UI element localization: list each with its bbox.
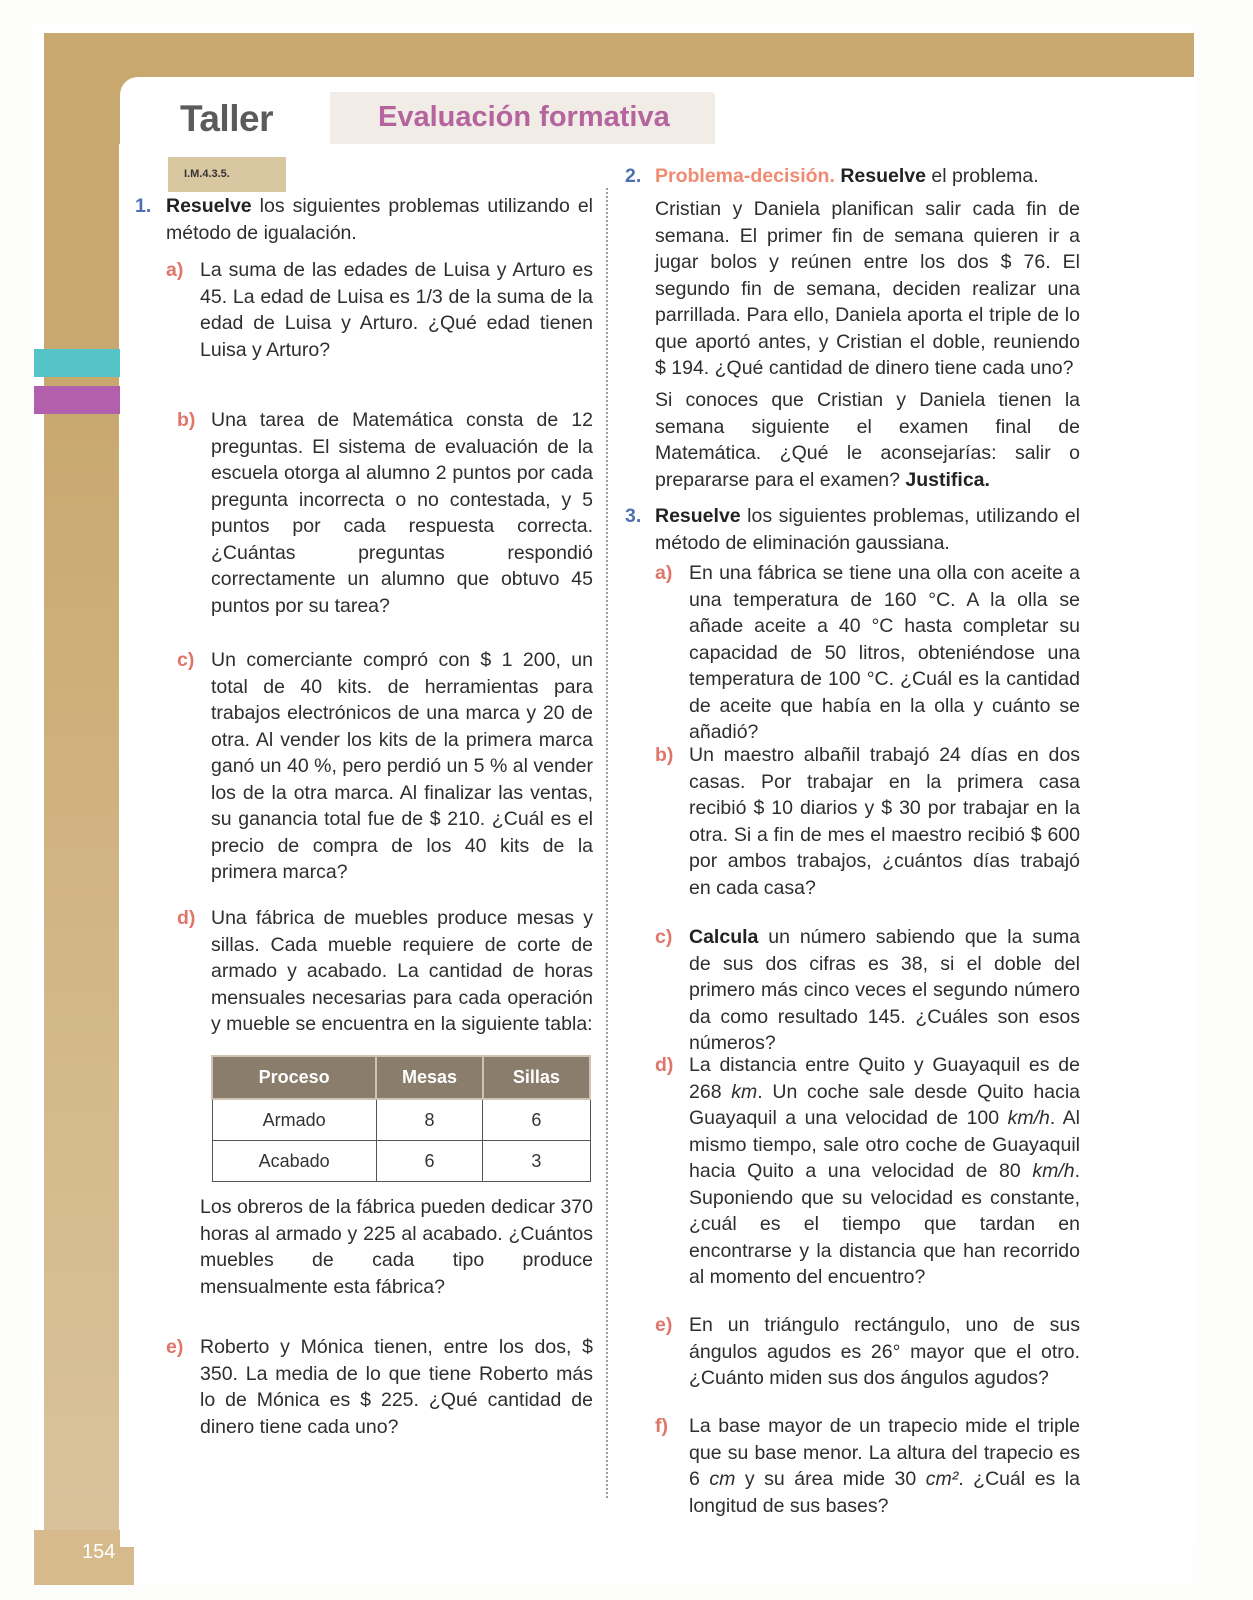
table-cell: Armado <box>212 1099 376 1141</box>
q1-number: 1. <box>135 195 152 217</box>
q1a-text: La suma de las edades de Luisa y Arturo es 45. La edad de Luisa es 1/3 de la suma de la edad de Luisa y Arturo. ¿Qué edad tienen Luisa y Arturo? <box>200 259 593 361</box>
table-row <box>212 1141 590 1182</box>
unit-km: km <box>731 1080 758 1103</box>
q3e-label: e) <box>655 1314 673 1336</box>
q2-number: 2. <box>625 165 642 187</box>
section-title: Taller <box>180 98 273 139</box>
q3f-part: La base mayor de un trapecio mide el triple que su base menor. La altura del trapecio es 6 <box>689 1415 1080 1490</box>
q2-paragraph-1: Cristian y Daniela planifican salir cada fin de semana. El primer fin de semana quieren ir a jugar bolos y reúnen entre los dos $ 76. El segundo fin de semana, deciden realizar una parrillada. Para ello, Daniela aporta el triple de lo que aportó antes, y Cristian el doble, reuniendo $ 194. ¿Qué cantidad de dinero tiene cada uno? <box>655 198 1080 379</box>
q2-lead: Resuelve <box>840 165 926 187</box>
q1-rest: los siguientes problemas utilizando el método de igualación. <box>166 195 593 244</box>
q3a-label: a) <box>655 562 673 584</box>
magenta-marker <box>34 386 122 414</box>
unit-kmh: km/h <box>1032 1160 1075 1182</box>
unit-kmh: km/h <box>1007 1107 1050 1129</box>
q2-question: Si conoces que Cristian y Daniela tienen la semana siguiente el examen final de Matemática. ¿Qué le aconsejarías: salir o prepararse para el examen? <box>655 389 1080 491</box>
table-header: Sillas <box>483 1056 590 1099</box>
q1e-text: Roberto y Mónica tienen, entre los dos, $ 350. La media de lo que tiene Roberto más lo de Mónica es $ 225. ¿Qué cantidad de dinero tiene cada uno? <box>200 1336 593 1438</box>
q3d-part: . Al mismo tiempo, sale otro coche de Guayaquil hacia Quito a una velocidad de 80 <box>689 1107 1080 1182</box>
q2-paragraph-2 <box>655 387 1080 493</box>
q3e-text: En un triángulo rectángulo, uno de sus ángulos agudos es 26° mayor que el otro. ¿Cuánto miden sus dos ángulos agudos? <box>689 1314 1080 1389</box>
q3f-part: . ¿Cuál es la longitud de sus bases? <box>689 1468 1080 1517</box>
table-cell: 6 <box>483 1099 590 1141</box>
q3d-label: d) <box>655 1054 674 1076</box>
section-subtitle: Evaluación formativa <box>378 101 670 133</box>
q3c-rest: un número sabiendo que la suma de sus dos cifras es 38, si el doble del primero más cinco veces el segundo número da como resultado 145. ¿Cuáles son esos números? <box>689 926 1080 1054</box>
q3b-label: b) <box>655 744 674 766</box>
q2-statement <box>655 163 1080 190</box>
q1d-followup: Los obreros de la fábrica pueden dedicar 370 horas al armado y 225 al acabado. ¿Cuántos muebles de cada tipo produce mensualmente esta fábrica? <box>200 1196 593 1298</box>
q1-statement <box>166 193 593 246</box>
q3-statement <box>655 503 1080 556</box>
table-cell: Acabado <box>212 1141 376 1182</box>
q3f-text <box>689 1413 1080 1519</box>
table-header: Mesas <box>376 1056 483 1099</box>
q2-rest: el problema. <box>925 165 1039 187</box>
q1d-text: Una fábrica de muebles produce mesas y sillas. Cada mueble requiere de corte de armado y acabado. La cantidad de horas mensuales necesarias para cada operación y mueble se encuentra en la siguiente tabla: <box>211 907 593 1035</box>
q3c-label: c) <box>655 926 673 948</box>
page-number: 154 <box>82 1541 116 1563</box>
table-header: Proceso <box>212 1056 376 1099</box>
column-divider <box>606 188 608 1498</box>
q1c-label: c) <box>177 649 195 671</box>
q3c-text <box>689 924 1080 1057</box>
q1d-label: d) <box>177 907 196 929</box>
q1e-label: e) <box>166 1336 184 1358</box>
q3-lead: Resuelve <box>655 505 741 527</box>
cyan-marker <box>34 349 122 377</box>
q3d-part: La distancia entre Quito y Guayaquil es de 268 <box>689 1054 1080 1103</box>
table-cell: 8 <box>376 1099 483 1141</box>
q3d-part: . Un coche sale desde Quito hacia Guayaquil a una velocidad de 100 <box>689 1080 1081 1129</box>
q1b-text: Una tarea de Matemática consta de 12 preguntas. El sistema de evaluación de la escuela otorga al alumno 2 puntos por cada pregunta incorrecta o no contestada, y 5 puntos por cada respuesta correcta. ¿Cuántas preguntas respondió correctamente un alumno que obtuvo 45 puntos por su tarea? <box>211 409 593 617</box>
q3c-lead: Calcula <box>689 926 759 948</box>
q1a-label: a) <box>166 259 184 281</box>
unit-cm2: cm² <box>925 1468 959 1490</box>
unit-cm: cm <box>709 1468 736 1490</box>
q2-tag: Problema-decisión. <box>655 165 835 187</box>
q3-number: 3. <box>625 505 642 527</box>
side-band-lower <box>44 390 119 1530</box>
table-header-row <box>212 1056 590 1099</box>
q1c-text: Un comerciante compró con $ 1 200, un total de 40 kits. de herramientas para trabajos electrónicos de una marca y 20 de otra. Al vender los kits de la primera marca ganó un 40 %, pero perdió un 5 % al vender los de la otra marca. Al finalizar las ventas, su ganancia total fue de $ 210. ¿Cuál es el precio de compra de los 40 kits de la primera marca? <box>211 649 593 883</box>
q2-justify: Justifica. <box>905 468 990 491</box>
q1b-label: b) <box>177 409 196 431</box>
q3a-text: En una fábrica se tiene una olla con aceite a una temperatura de 160 °C. A la olla se añade aceite a 40 °C hasta completar su capacidad de 50 litros, obteniéndose una temperatura de 100 °C. ¿Cuál es la cantidad de aceite que había en la olla y cuánto se añadió? <box>689 562 1080 743</box>
hours-table <box>211 1055 591 1182</box>
q3f-label: f) <box>655 1415 668 1437</box>
table-row <box>212 1099 590 1141</box>
indicator-code: I.M.4.3.5. <box>184 168 230 180</box>
table-cell: 3 <box>483 1141 590 1182</box>
q3-rest: los siguientes problemas, utilizando el método de eliminación gaussiana. <box>655 505 1080 554</box>
table-cell: 6 <box>376 1141 483 1182</box>
q3d-text <box>689 1052 1080 1291</box>
q3f-part: y su área mide 30 <box>735 1468 926 1490</box>
q1-lead: Resuelve <box>166 195 252 217</box>
q3b-text: Un maestro albañil trabajó 24 días en dos casas. Por trabajar en la primera casa recibió $ 10 diarios y $ 30 por trabajar en la otra. Si a fin de mes el maestro recibió $ 600 por ambos trabajos, ¿cuántos días trabajó en cada casa? <box>689 744 1080 899</box>
q3d-part: . Suponiendo que su velocidad es constante, ¿cuál es el tiempo que tardan en encontrarse y la distancia que han recorrido al momento del encuentro? <box>689 1160 1080 1288</box>
